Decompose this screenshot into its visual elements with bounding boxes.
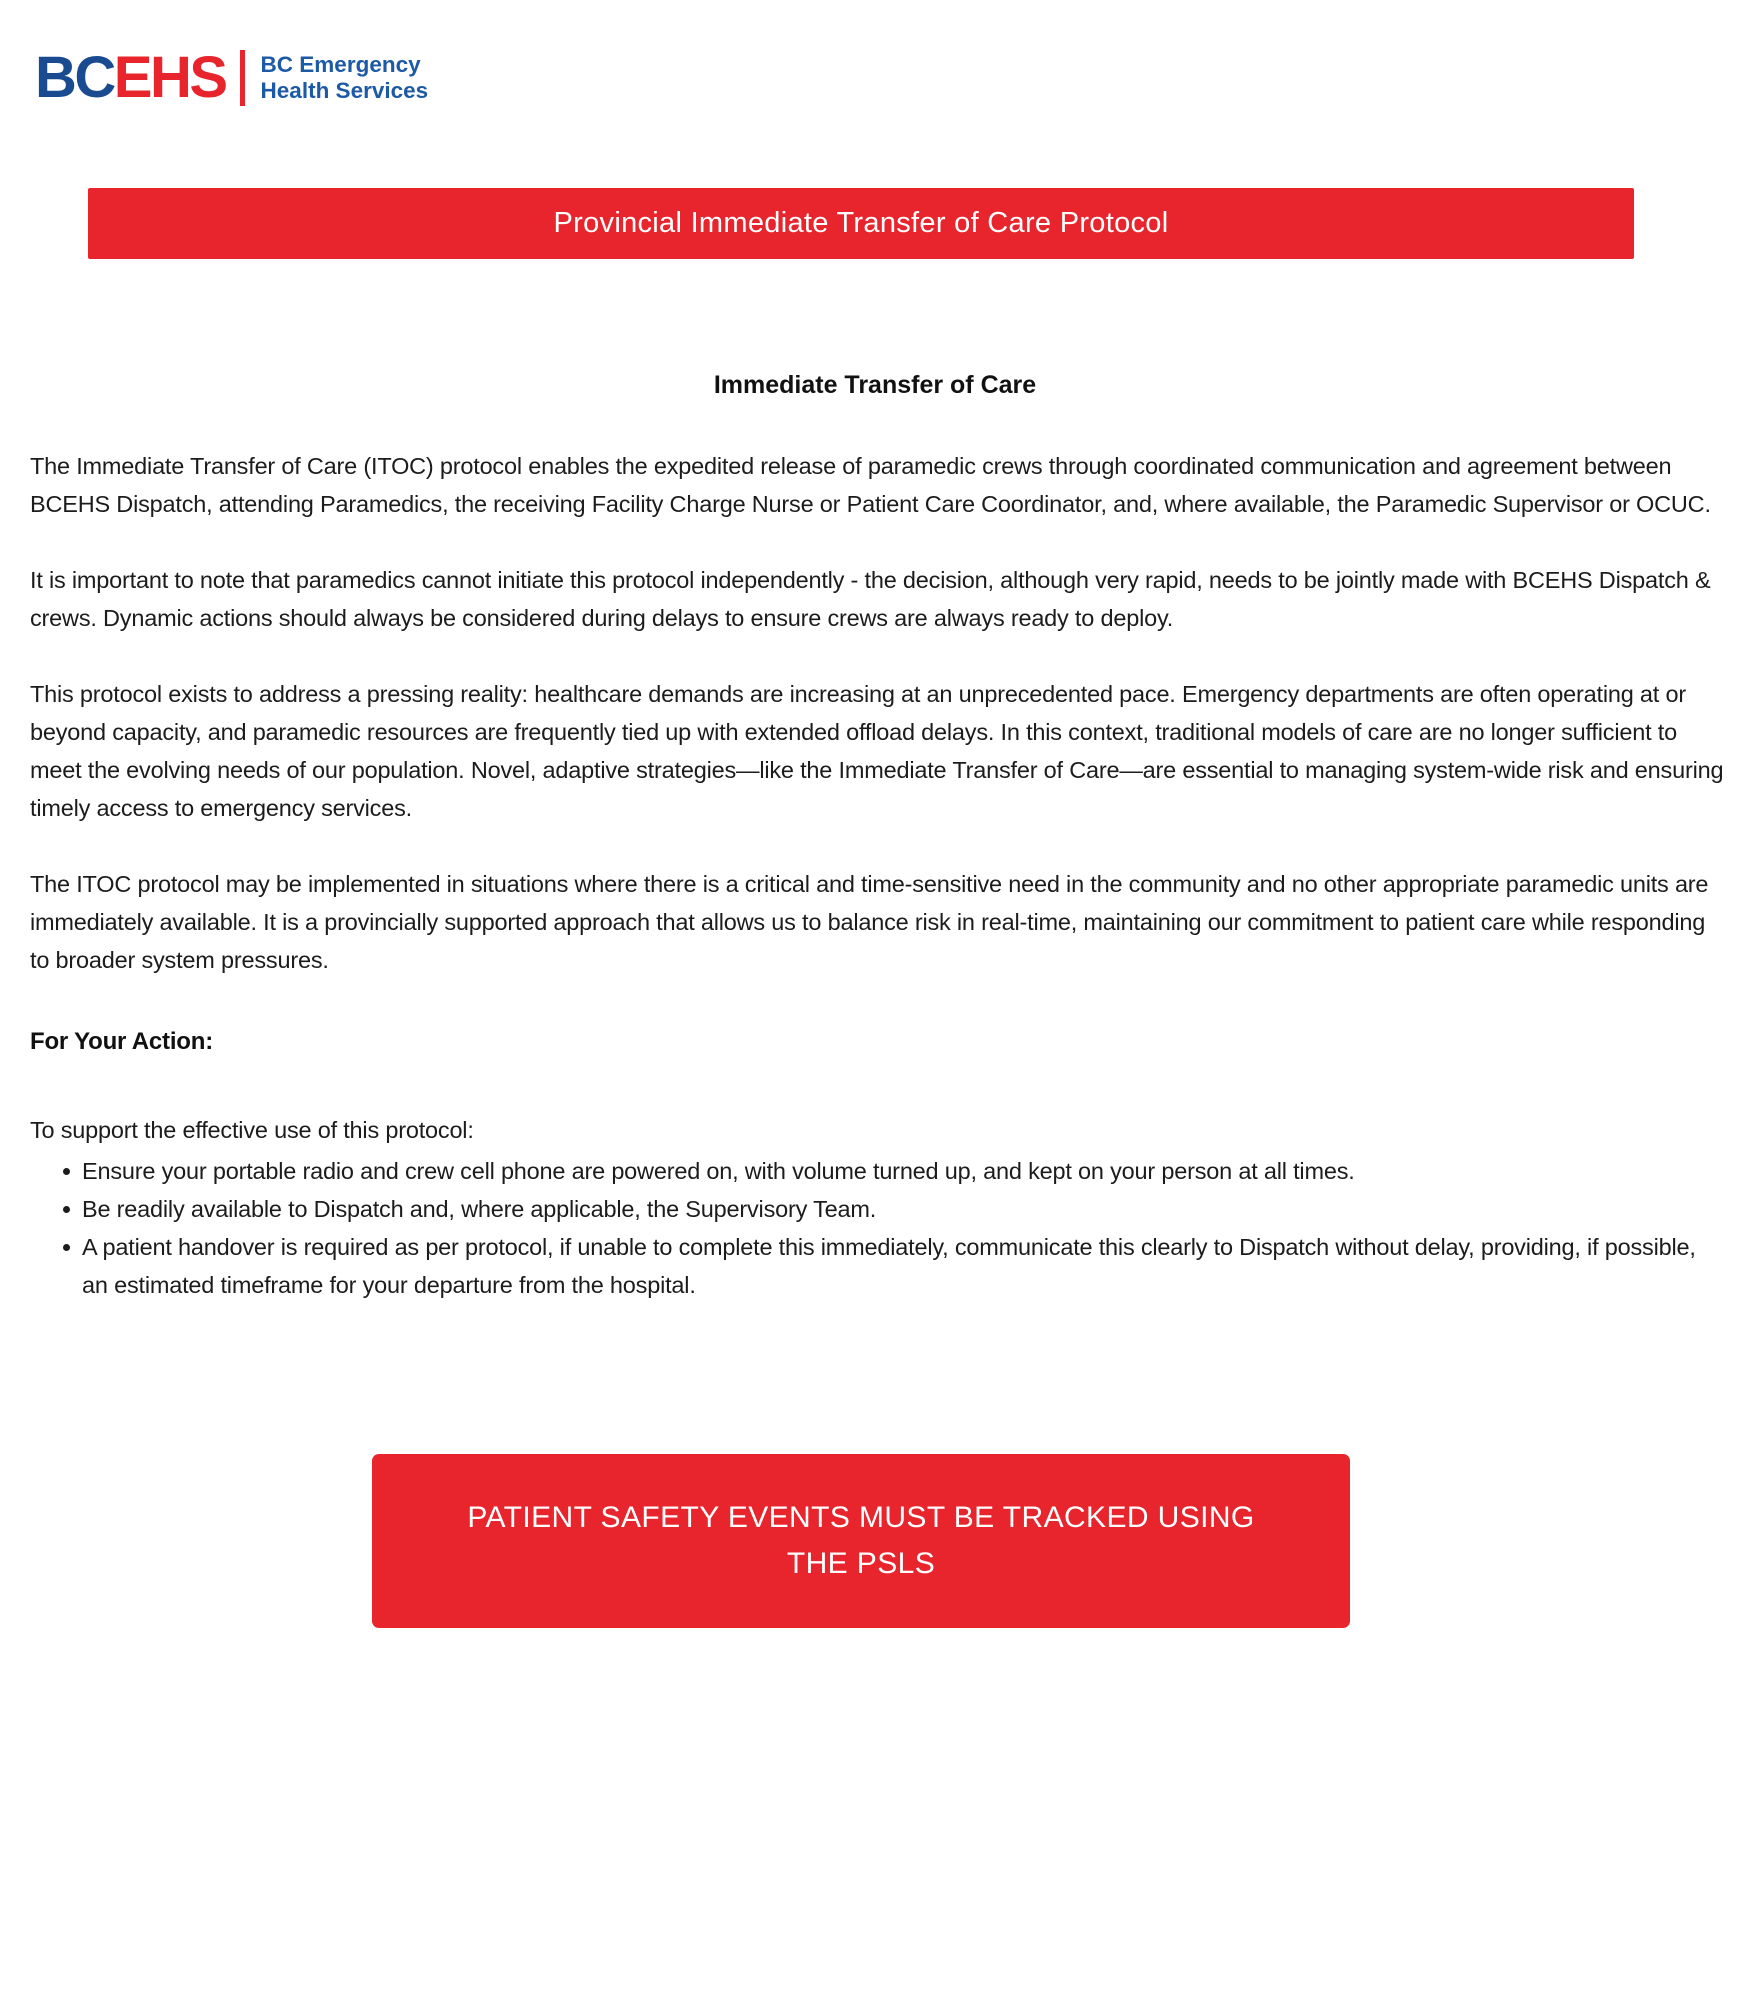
patient-safety-banner-line-2: THE PSLS [786,1547,936,1580]
paragraph-intro: The Immediate Transfer of Care (ITOC) protocol enables the expedited release of paramedic crews through coordinated communication and agreement between BCEHS Dispatch, attending Paramedics, the receiving Facility Charge Nurse or Patient Care Coordinator, and, where available, the Paramedic Supervisor or OCUC. [30,453,1711,517]
action-intro: To support the effective use of this protocol: [30,1117,474,1143]
paragraph-initiation: It is important to note that paramedics cannot initiate this protocol independently - the decision, although very rapid, needs to be jointly made with BCEHS Dispatch & crews. Dynamic actions should always be considered during delays to ensure crews are always ready to deploy. [30,567,1711,631]
bcehs-logo [35,46,1750,110]
paragraph-implementation: The ITOC protocol may be implemented in situations where there is a critical and time-sensitive need in the community and no other appropriate paramedic units are immediately available. It is a provincially supported approach that allows us to balance risk in real-time, maintaining our commitment to patient care while responding to broader system pressures. [30,871,1709,973]
paragraph-context: This protocol exists to address a pressing reality: healthcare demands are increasing at an unprecedented pace. Emergency departments are often operating at or beyond capacity, and paramedic resources are frequently tied up with extended offload delays. In this context, traditional models of care are no longer sufficient to meet the evolving needs of our population. Novel, adaptive strategies—like the Immediate Transfer of Care—are essential to managing system-wide risk and ensuring timely access to emergency services. [30,681,1724,821]
logo-bc-text: BC [35,45,114,110]
list-item: A patient handover is required as per protocol, if unable to complete this immediately, communicate this clearly to Dispatch without delay, providing, if possible, an estimated timeframe for your departure from the hospital. [30,1228,1724,1304]
list-item: Be readily available to Dispatch and, where applicable, the Supervisory Team. [30,1190,1724,1228]
protocol-title-banner [88,188,1634,259]
document-heading: Immediate Transfer of Care [713,371,1037,399]
protocol-title: Provincial Immediate Transfer of Care Protocol [553,207,1169,239]
logo-tagline-line-1: BC Emergency [260,52,421,77]
document-body [30,447,1724,1304]
logo-tagline [261,52,429,104]
action-bullet-list [30,1152,1724,1304]
logo-divider [240,50,245,106]
patient-safety-banner-line-1: PATIENT SAFETY EVENTS MUST BE TRACKED USING [467,1501,1255,1534]
list-item: Ensure your portable radio and crew cell phone are powered on, with volume turned up, and kept on your person at all times. [30,1152,1724,1190]
logo-ehs-text: EHS [113,45,226,110]
action-heading: For Your Action: [30,1028,214,1055]
logo-tagline-line-2: Health Services [260,78,429,103]
patient-safety-banner [372,1454,1350,1628]
bcehs-logo-wordmark [35,45,226,110]
